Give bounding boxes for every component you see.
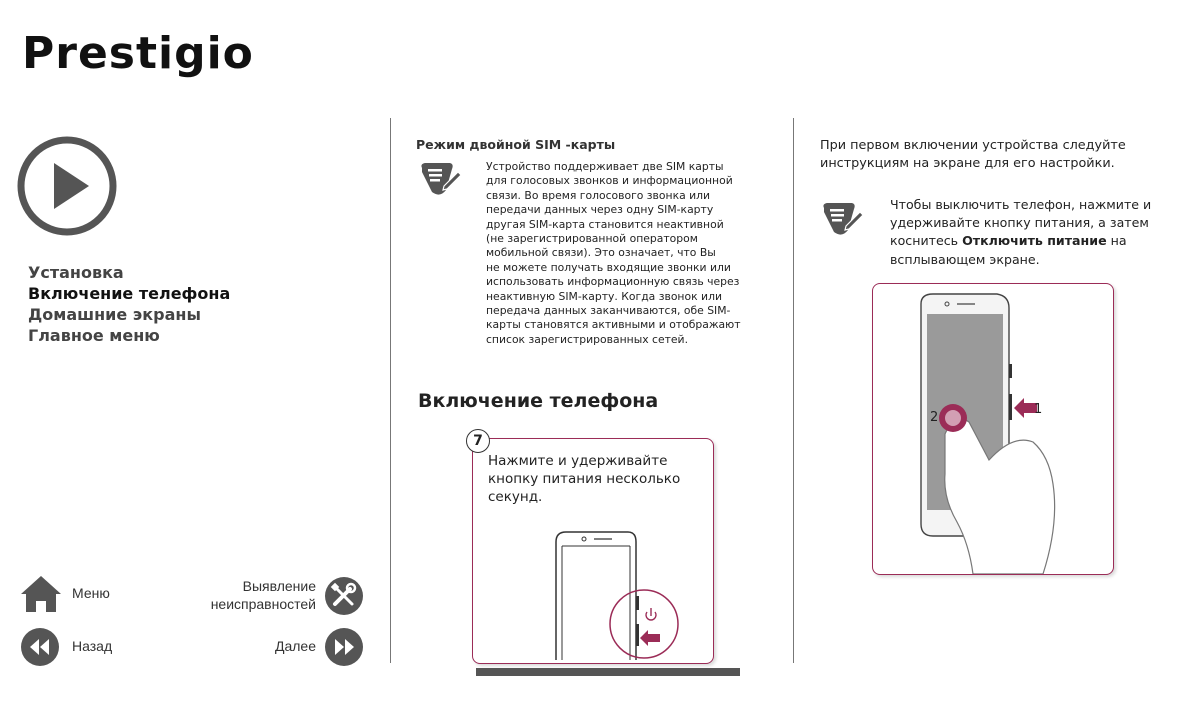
back-link[interactable]: Назад — [72, 638, 113, 654]
tools-icon[interactable] — [324, 576, 364, 616]
back-icon[interactable] — [20, 627, 60, 667]
note-line: Устройство поддерживает две SIM карты — [486, 160, 724, 173]
phone-hand-illustration — [873, 284, 1113, 574]
section-heading: Включение телефона — [418, 390, 659, 412]
note-line: для голосовых звонков и информационной — [486, 174, 733, 188]
note-line: неактивную SIM-карту. Когда звонок или — [486, 289, 722, 303]
sidebar-item-power-on[interactable]: Включение телефона — [28, 284, 231, 303]
note-line: передача данных заканчиваются, обе SIM- — [486, 304, 731, 318]
dual-sim-note — [486, 160, 741, 347]
note-line: использовать информационную связь через — [486, 275, 740, 289]
note-pen-icon — [818, 200, 864, 240]
intro-line: При первом включении устройства следуйте — [820, 138, 1126, 153]
sidebar-item-main-menu[interactable]: Главное меню — [28, 326, 160, 345]
note-line: другая SIM-карта становится неактивной — [486, 217, 724, 231]
troubleshoot-label-line1: Выявление — [242, 578, 316, 594]
column-divider-left — [390, 118, 391, 663]
note-line — [890, 232, 1151, 250]
step-number-badge: 7 — [466, 429, 490, 453]
step-line: секунд. — [488, 489, 543, 505]
sidebar-nav — [28, 262, 230, 346]
next-icon[interactable] — [324, 627, 364, 667]
note-line: всплывающем экране. — [890, 251, 1040, 267]
troubleshoot-link[interactable] — [190, 577, 316, 613]
note-line: Чтобы выключить телефон, нажмите и — [890, 197, 1152, 212]
note-text: на — [1106, 233, 1127, 249]
next-link[interactable]: Далее — [274, 638, 316, 654]
prestigio-logo: Prestigio — [22, 28, 254, 79]
step-instruction — [488, 452, 680, 506]
note-line: связи. Во время голосового звонка или — [486, 188, 711, 202]
note-text: коснитесь — [890, 233, 963, 249]
power-off-option: Отключить питание — [962, 233, 1107, 249]
column-divider-right — [793, 118, 794, 663]
power-off-illustration-box — [872, 283, 1114, 575]
power-off-note — [890, 196, 1151, 269]
note-line: мобильной связи). Это означает, что Вы — [486, 246, 716, 260]
callout-2: 2 — [930, 410, 939, 425]
phone-power-illustration — [540, 520, 700, 662]
intro-line: инструкциям на экране для его настройки. — [820, 156, 1115, 171]
menu-link[interactable]: Меню — [72, 585, 110, 601]
play-icon[interactable] — [15, 134, 119, 238]
callout-1: 1 — [1034, 402, 1043, 417]
step-line: кнопку питания несколько — [488, 471, 681, 487]
note-line: удерживайте кнопку питания, а затем — [890, 215, 1149, 231]
home-icon[interactable] — [19, 574, 63, 614]
intro-text — [820, 137, 1126, 173]
sidebar-item-setup[interactable]: Установка — [28, 263, 124, 282]
step-line: Нажмите и удерживайте — [488, 453, 668, 469]
note-line: не можете получать входящие звонки или — [486, 260, 731, 274]
note-line: список зарегистрированных сетей. — [486, 332, 689, 346]
note-line: (не зарегистрированной оператором — [486, 232, 698, 246]
page-progress-bar — [476, 668, 740, 676]
dual-sim-title: Режим двойной SIM -карты — [416, 137, 616, 152]
note-pen-icon — [416, 160, 462, 200]
note-line: передачи данных через одну SIM-карту — [486, 203, 714, 217]
sidebar-item-home-screens[interactable]: Домашние экраны — [28, 305, 201, 324]
note-line: карты становятся активными и отображают — [486, 318, 741, 332]
troubleshoot-label-line2: неисправностей — [210, 596, 316, 612]
